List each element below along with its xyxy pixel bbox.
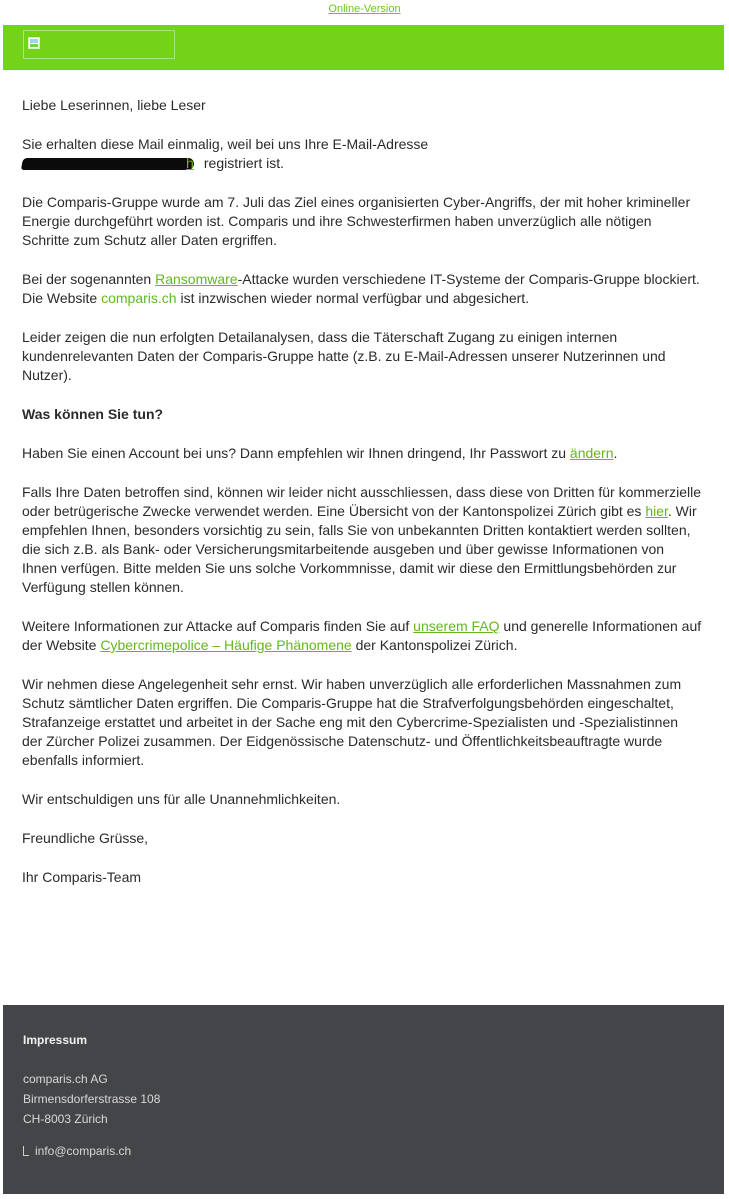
password-text: Haben Sie einen Account bei uns? Dann empfehlen wir Ihnen dringend, Ihr Passwort zu [22, 445, 570, 461]
password-text-end: . [613, 445, 618, 461]
change-password-link[interactable]: ändern [569, 445, 614, 461]
online-version-bar [0, 3, 729, 15]
caution-text-2: . Wir empfehlen Ihnen, besonders vorsichtig zu sein, falls Sie von unbekannten Dritten kontaktiert werden sollten, die sich z.B. als Bank- oder Versicherungsmitarbeitende ausgeben und über gewisse Informationen von Ihnen verfügen. Bitte melden Sie uns solche Vorkommnisse, damit wir diese den Ermittlungsbehörden zur Verfügung stellen können. [22, 503, 697, 595]
ransomware-paragraph [22, 270, 702, 308]
signature: Ihr Comparis-Team [22, 869, 142, 885]
greeting: Liebe Leserinnen, liebe Leser [22, 97, 206, 113]
impressum-title: Impressum [23, 1033, 88, 1047]
footer-email-row [23, 1144, 131, 1158]
data-analysis-paragraph: Leider zeigen die nun erfolgten Detailanalysen, dass die Täterschaft Zugang zu einigen internen kundenrelevanten Daten der Comparis-Gruppe hatte (z.B. zu E-Mail-Adressen unserer Nutzerinnen und Nutzer). [22, 329, 666, 383]
apology-paragraph: Wir entschuldigen uns für alle Unannehmlichkeiten. [22, 791, 341, 807]
section-heading: Was können Sie tun? [22, 406, 164, 422]
company-name: comparis.ch AG [23, 1072, 108, 1086]
more-info-text-1: Weitere Informationen zur Attacke auf Comparis finden Sie auf [22, 618, 414, 634]
more-info-text-2: und generelle Informationen auf der Website [22, 618, 702, 653]
footer-email-link[interactable]: info@comparis.ch [35, 1144, 132, 1158]
more-info-paragraph [22, 617, 702, 655]
ransomware-text-3: ist inzwischen wieder normal verfügbar und abgesichert. [176, 290, 530, 306]
measures-paragraph: Wir nehmen diese Angelegenheit sehr ernst. Wir haben unverzüglich alle erforderlichen Massnahmen zum Schutz sämtlicher Daten ergriffen. Die Comparis-Gruppe hat die Strafverfolgungsbehörden eingeschaltet, Strafanzeige erstattet und arbeitet in der Sache eng mit den Cybercrime-Spezialisten und -Spezialistinnen der Zürcher Polizei zusammen. Der Eidgenössische Datenschutz- und Öffentlichkeitsbeauftragte wurde ebenfalls informiert. [22, 676, 682, 768]
cybercrimepolice-link[interactable]: Cybercrimepolice – Häufige Phänomene [100, 637, 352, 653]
company-city: CH-8003 Zürich [23, 1112, 108, 1126]
police-overview-link[interactable]: hier [645, 503, 668, 519]
more-info-text-3: der Kantonspolizei Zürich. [351, 637, 518, 653]
caution-paragraph [22, 483, 702, 597]
redacted-email [22, 156, 200, 170]
intro-paragraph [22, 135, 702, 173]
closing: Freundliche Grüsse, [22, 830, 149, 846]
company-address [23, 1069, 160, 1129]
logo-placeholder[interactable] [23, 30, 175, 59]
header-banner [3, 25, 724, 70]
ransomware-link[interactable]: Ransomware [155, 271, 238, 287]
faq-link[interactable]: unserem FAQ [413, 618, 500, 634]
caution-text-1: Falls Ihre Daten betroffen sind, können wir leider nicht ausschliessen, dass diese von Dritten für kommerzielle oder betrügerische Zwecke verwendet werden. Eine Übersicht von der Kantonspolizei Zürich gibt es [22, 484, 702, 519]
broken-image-icon [28, 37, 40, 49]
attack-paragraph: Die Comparis-Gruppe wurde am 7. Juli das Ziel eines organisierten Cyber-Angriffs, der mit hoher krimineller Energie durchgeführt worden ist. Comparis und ihre Schwesterfirmen haben unverzüglich alle nötigen Schritte zum Schutz aller Daten ergriffen. [22, 194, 691, 248]
redaction-mark [21, 158, 195, 170]
email-tail[interactable]: h [186, 155, 194, 170]
intro-text: Sie erhalten diese Mail einmalig, weil bei uns Ihre E-Mail-Adresse [22, 136, 429, 152]
ransomware-text-1: Bei der sogenannten [22, 271, 156, 287]
online-version-link[interactable]: Online-Version [328, 3, 401, 15]
company-street: Birmensdorferstrasse 108 [23, 1092, 161, 1106]
mail-icon [23, 1146, 29, 1156]
footer [3, 1005, 724, 1194]
intro-suffix: registriert ist. [203, 155, 285, 171]
comparis-site-link[interactable]: comparis.ch [101, 290, 177, 306]
ransomware-text-2: -Attacke wurden verschiedene IT-Systeme der Comparis-Gruppe blockiert. Die Website [22, 271, 700, 306]
password-paragraph [22, 444, 702, 463]
email-body [22, 96, 702, 907]
